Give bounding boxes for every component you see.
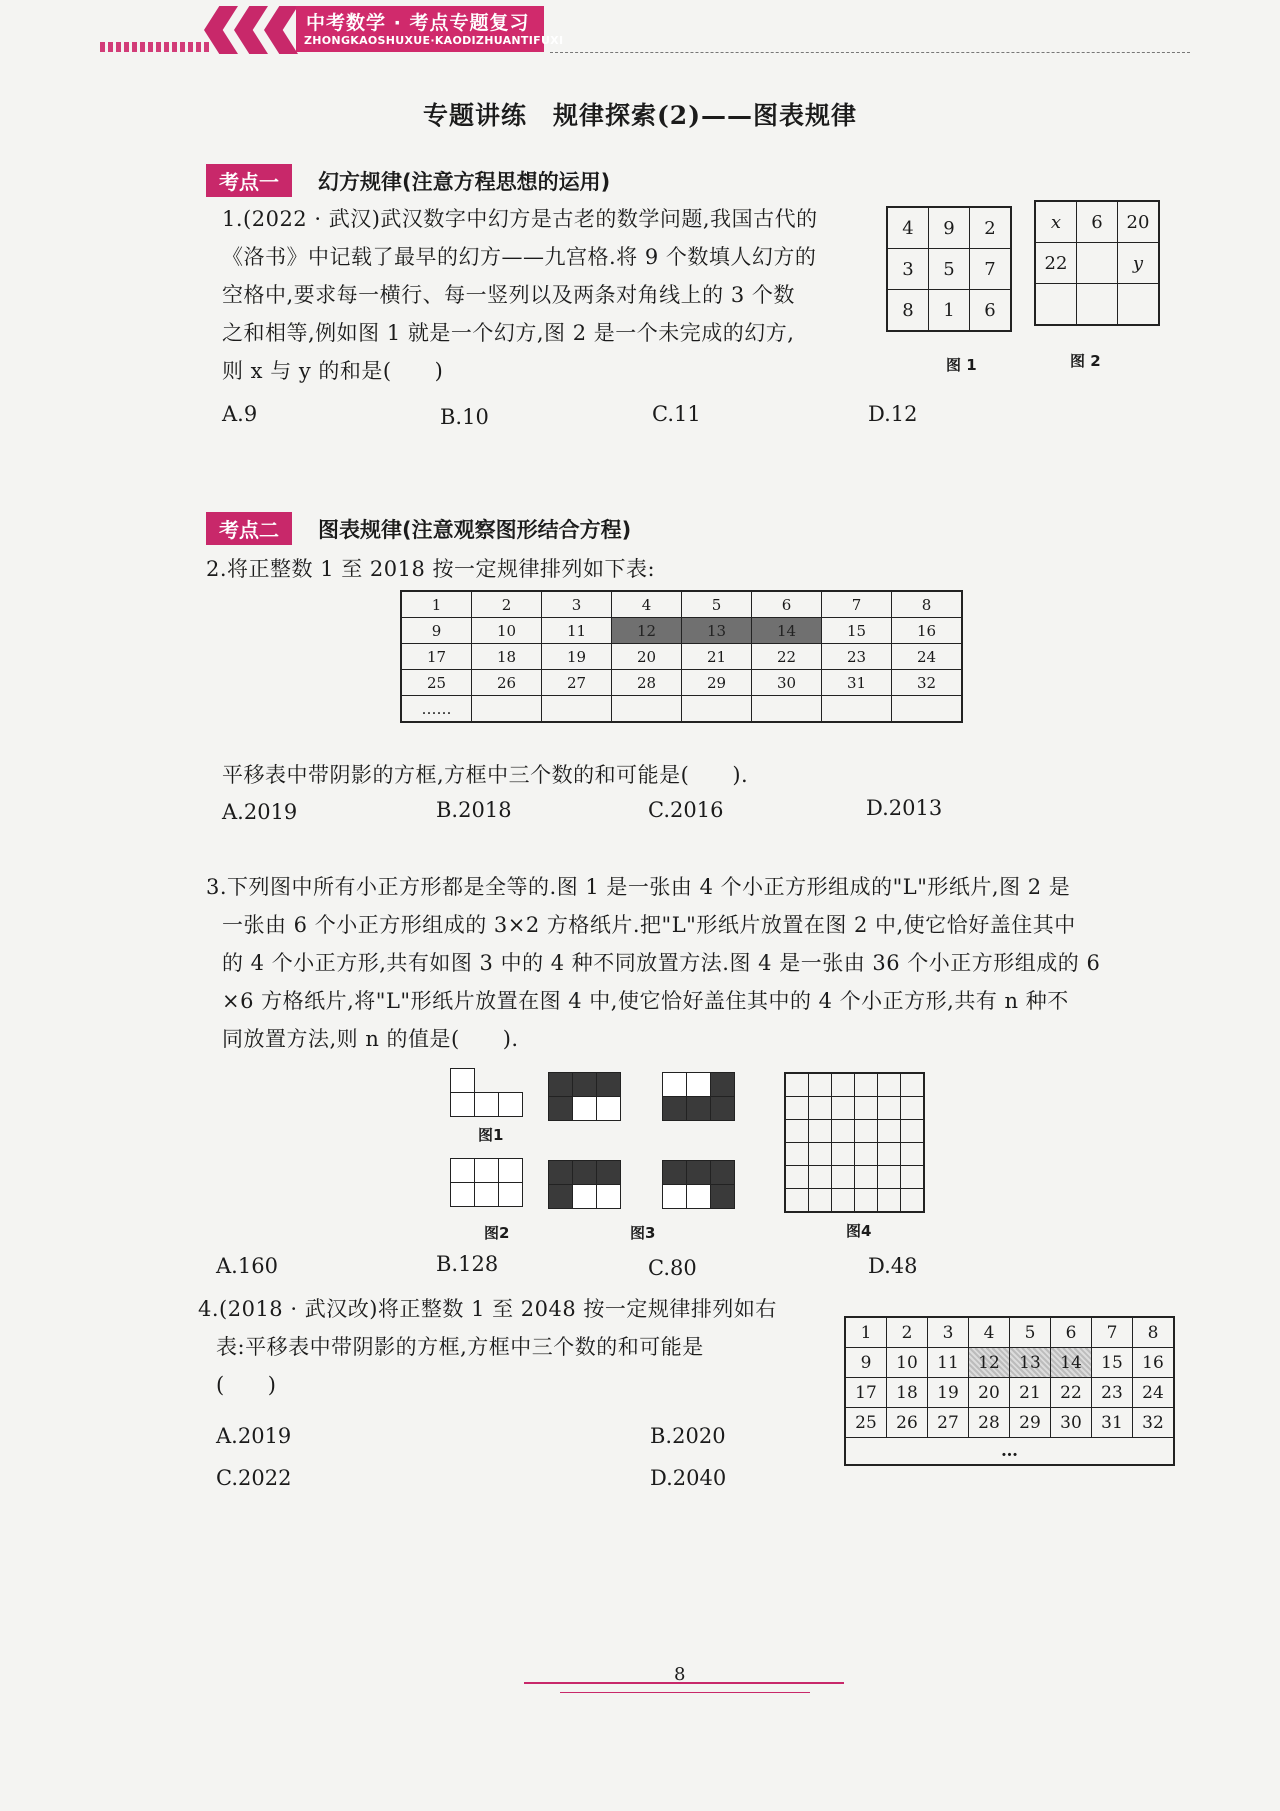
header-title: 中考数学 · 考点专题复习 [306, 12, 530, 34]
question-line: 空格中,要求每一横行、每一竖列以及两条对角线上的 3 个数 [222, 283, 795, 307]
page-title: 专题讲练 规律探索(2)——图表规律 [422, 101, 858, 130]
q3-fig2-caption: 图2 [484, 1224, 510, 1242]
question-line: 则 x 与 y 的和是( ) [222, 359, 444, 383]
question-1 [222, 200, 882, 390]
fig1-caption: 图 1 [946, 356, 977, 374]
key-point-tag: 考点一 [206, 164, 292, 197]
footer-divider [560, 1692, 810, 1693]
question-line: 同放置方法,则 n 的值是( ). [222, 1027, 519, 1051]
grid-fig4 [784, 1072, 925, 1213]
option-c[interactable]: C.80 [648, 1256, 697, 1280]
option-a[interactable]: A.9 [222, 402, 258, 426]
question-line: 3.下列图中所有小正方形都是全等的.图 1 是一张由 4 个小正方形组成的"L"形纸片,图 2 是 [206, 875, 1071, 899]
option-b[interactable]: B.128 [436, 1252, 499, 1276]
question-line: 4.(2018 · 武汉改)将正整数 1 至 2048 按一定规律排列如右 [198, 1297, 777, 1321]
key-point-text: 图表规律(注意观察图形结合方程) [318, 517, 632, 542]
q2-question: 平移表中带阴影的方框,方框中三个数的和可能是( ). [222, 763, 749, 787]
key-point-tag: 考点二 [206, 512, 292, 545]
key-point-2 [206, 512, 631, 545]
option-d[interactable]: D.2013 [866, 796, 943, 820]
header-divider [550, 52, 1190, 53]
question-3 [206, 868, 1206, 1058]
q3-fig1-caption: 图1 [478, 1126, 504, 1144]
q3-fig4-caption: 图4 [846, 1222, 872, 1240]
page-number: 8 [674, 1664, 686, 1685]
question-line: ×6 方格纸片,将"L"形纸片放置在图 4 中,使它恰好盖住其中的 4 个小正方形,共有 n 种不 [222, 989, 1069, 1013]
option-d[interactable]: D.2040 [650, 1466, 727, 1490]
key-point-1 [206, 164, 610, 197]
fig2-caption: 图 2 [1070, 352, 1101, 370]
q2-intro: 2.将正整数 1 至 2018 按一定规律排列如下表: [206, 557, 656, 581]
question-line: 表:平移表中带阴影的方框,方框中三个数的和可能是 [216, 1335, 704, 1359]
question-line: 1.(2022 · 武汉)武汉数字中幻方是古老的数学问题,我国古代的 [222, 207, 818, 231]
question-line: 《洛书》中记载了最早的幻方——九宫格.将 9 个数填人幻方的 [222, 245, 817, 269]
key-point-text: 幻方规律(注意方程思想的运用) [318, 169, 611, 194]
option-b[interactable]: B.2018 [436, 798, 512, 822]
question-line: 之和相等,例如图 1 就是一个幻方,图 2 是一个未完成的幻方, [222, 321, 795, 345]
option-c[interactable]: C.2022 [216, 1466, 292, 1490]
q4-number-table: 1 2 3 4 5 6 7 8 9 10 11 12 13 14 15 16 17 18 19 20 21 22 23 24 25 26 27 28 29 30 31 32 … [844, 1316, 1175, 1466]
option-c[interactable]: C.11 [652, 402, 701, 426]
magic-square-fig2: x 6 20 22 y [1034, 200, 1160, 326]
chevron-icon [264, 6, 298, 54]
option-d[interactable]: D.48 [868, 1254, 918, 1278]
option-a[interactable]: A.160 [216, 1254, 278, 1278]
q2-number-table: 1 2 3 4 5 6 7 8 9 10 11 12 13 14 15 16 17 18 19 20 21 22 23 24 25 26 27 28 29 30 31 32 …… [400, 590, 963, 723]
option-d[interactable]: D.12 [868, 402, 918, 426]
header-pinyin: ZHONGKAOSHUXUE·KAODIZHUANTIFUXI [304, 34, 564, 47]
option-b[interactable]: B.10 [440, 405, 489, 429]
question-line: 的 4 个小正方形,共有如图 3 中的 4 种不同放置方法.图 4 是一张由 36 个小正方形组成的 6 [222, 951, 1101, 975]
header-decoration [100, 42, 210, 52]
q3-fig3-caption: 图3 [630, 1224, 656, 1242]
option-c[interactable]: C.2016 [648, 798, 724, 822]
option-a[interactable]: A.2019 [216, 1424, 292, 1448]
magic-square-fig1: 4 9 2 3 5 7 8 1 6 [886, 206, 1012, 332]
option-b[interactable]: B.2020 [650, 1424, 726, 1448]
question-line: 一张由 6 个小正方形组成的 3×2 方格纸片.把"L"形纸片放置在图 2 中,使它恰好盖住其中 [222, 913, 1076, 937]
chevron-icon [234, 6, 268, 54]
question-4 [198, 1290, 838, 1404]
question-line: ( ) [216, 1373, 277, 1397]
option-a[interactable]: A.2019 [222, 800, 298, 824]
